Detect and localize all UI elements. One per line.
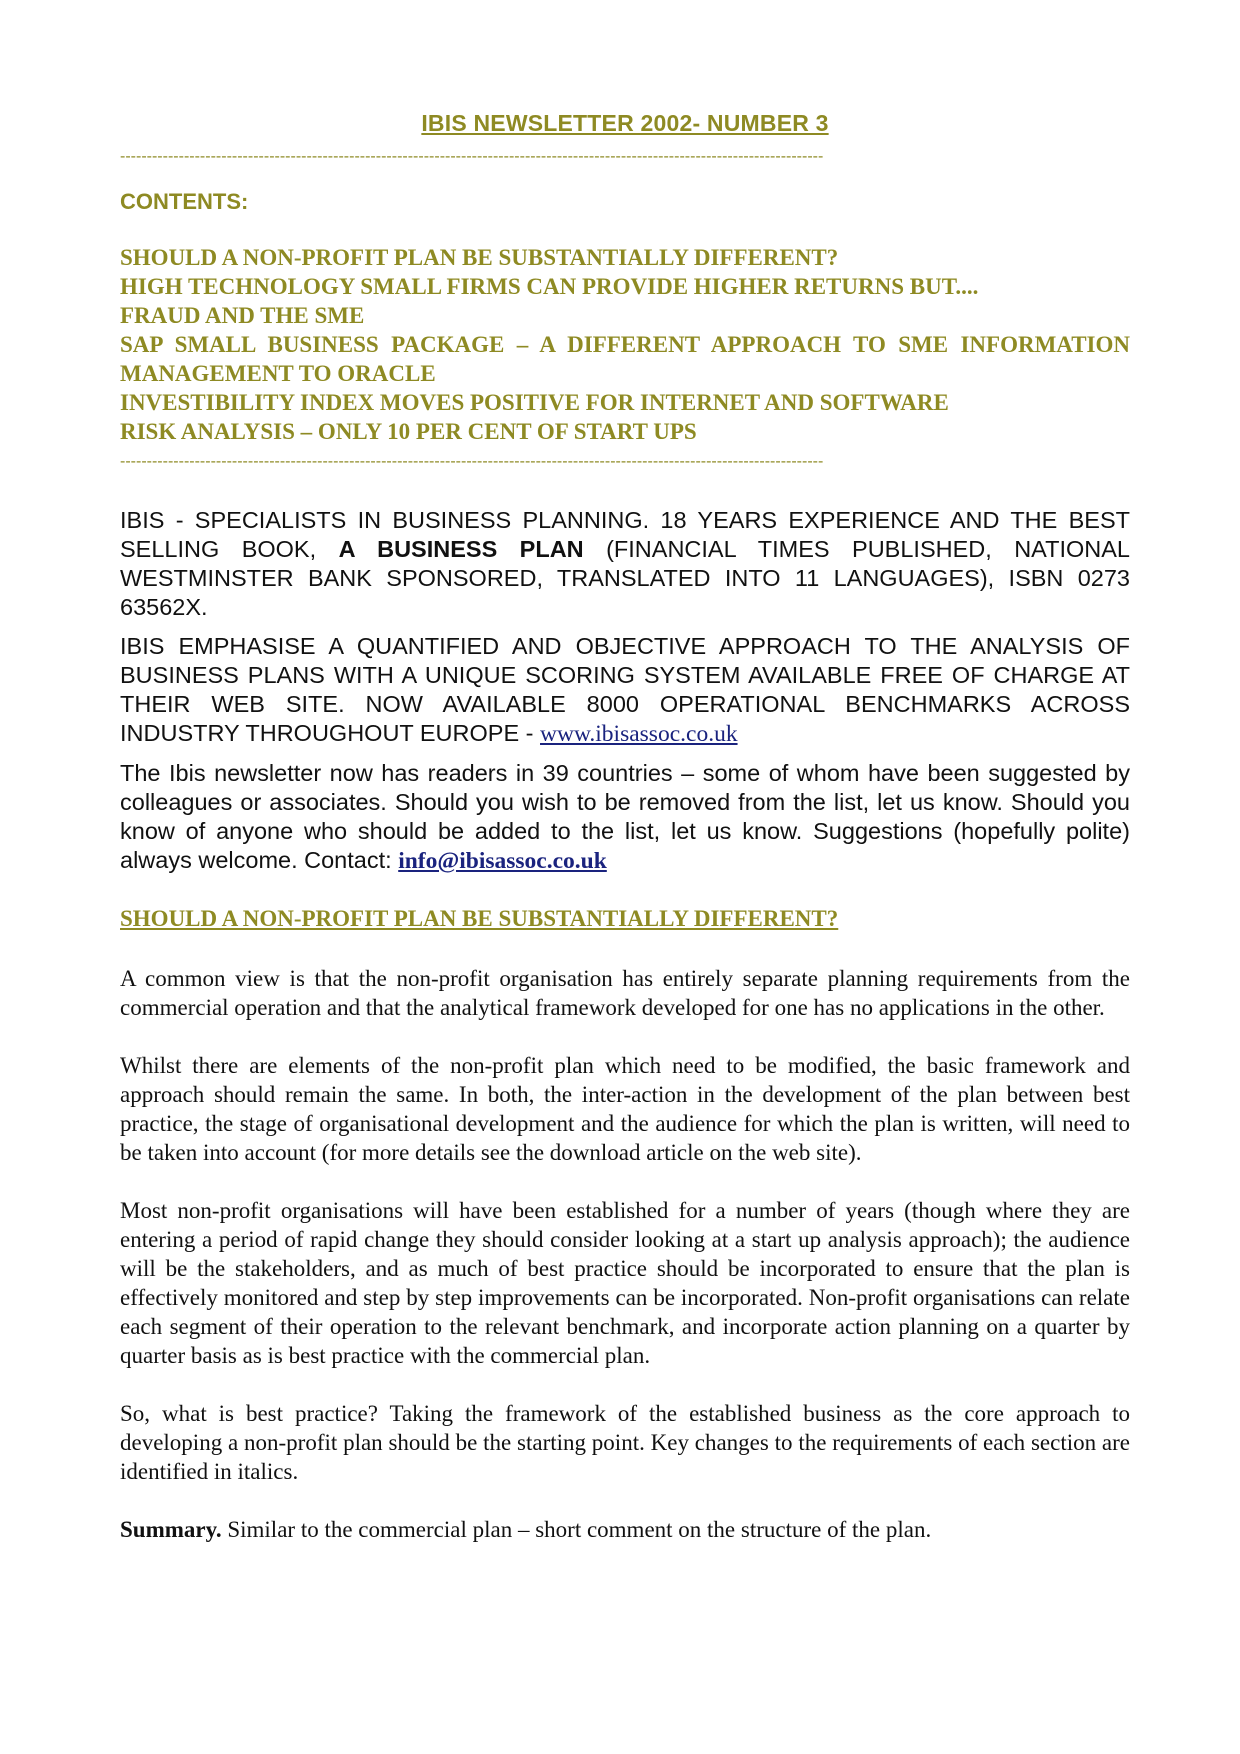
- contents-item: RISK ANALYSIS – ONLY 10 PER CENT OF START UPS: [120, 419, 697, 444]
- contents-item: SHOULD A NON-PROFIT PLAN BE SUBSTANTIALLY DIFFERENT?: [120, 245, 839, 270]
- intro-text: (FINANCIAL TIMES PUBLISHED, NATIONAL WESTMINSTER BANK SPONSORED, TRANSLATED INTO 11 LANGUAGES), ISBN 0273 63562X.: [120, 536, 1130, 620]
- intro-text: IBIS EMPHASISE A QUANTIFIED AND OBJECTIVE APPROACH TO THE ANALYSIS OF BUSINESS PLANS WITH A UNIQUE SCORING SYSTEM AVAILABLE FREE OF CHARGE AT THEIR WEB SITE. NOW AVAILABLE 8000 OPERATIONAL BENCHMARKS ACROSS INDUSTRY THROUGHOUT EUROPE -: [120, 633, 1130, 746]
- summary-text: Similar to the commercial plan – short comment on the structure of the plan.: [221, 1517, 932, 1542]
- divider-bottom: ------------------------------------------------------------------------------------------------------------------------------------: [120, 453, 824, 470]
- newsletter-title: IBIS NEWSLETTER 2002- NUMBER 3: [421, 110, 829, 136]
- summary-paragraph: [120, 1515, 1130, 1544]
- contents-item: FRAUD AND THE SME: [120, 303, 365, 328]
- contents-item: HIGH TECHNOLOGY SMALL FIRMS CAN PROVIDE HIGHER RETURNS BUT....: [120, 274, 979, 299]
- contact-email-link[interactable]: info@ibisassoc.co.uk: [398, 848, 607, 874]
- article-paragraph: Whilst there are elements of the non-profit plan which need to be modified, the basic framework and approach should remain the same. In both, the inter-action in the development of the plan between best practice, the stage of organisational development and the audience for which the plan is written, will need to be taken into account (for more details see the download article on the web site).: [120, 1053, 1130, 1165]
- article-paragraph: A common view is that the non-profit organisation has entirely separate planning requirements from the commercial operation and that the analytical framework developed for one has no applications in the other.: [120, 966, 1130, 1020]
- article-paragraph: Most non-profit organisations will have been established for a number of years (though where they are entering a period of rapid change they should consider looking at a start up analysis approach); the audience will be the stakeholders, and as much of best practice should be incorporated to ensure that the plan is effectively monitored and step by step improvements can be incorporated. Non-profit organisations can relate each segment of their operation to the relevant benchmark, and incorporate action planning on a quarter by quarter basis as is best practice with the commercial plan.: [120, 1198, 1130, 1368]
- intro-paragraph-readers: [120, 759, 1130, 876]
- contents-heading: CONTENTS:: [120, 189, 249, 214]
- divider-top: ------------------------------------------------------------------------------------------------------------------------------------: [120, 148, 824, 165]
- summary-lead: Summary.: [120, 1517, 222, 1542]
- newsletter-page: [120, 110, 1130, 1573]
- article-paragraph: So, what is best practice? Taking the framework of the established business as the core approach to developing a non-profit plan should be the starting point. Key changes to the requirements of each section are identified in italics.: [120, 1401, 1130, 1484]
- contents-item: SAP SMALL BUSINESS PACKAGE – A DIFFERENT APPROACH TO SME INFORMATION MANAGEMENT TO ORACLE: [120, 332, 1130, 386]
- article-heading: SHOULD A NON-PROFIT PLAN BE SUBSTANTIALLY DIFFERENT?: [120, 906, 839, 931]
- book-title: A BUSINESS PLAN: [338, 536, 584, 562]
- website-link[interactable]: www.ibisassoc.co.uk: [540, 721, 738, 747]
- contents-item: INVESTIBILITY INDEX MOVES POSITIVE FOR INTERNET AND SOFTWARE: [120, 390, 949, 415]
- intro-paragraph-approach: [120, 632, 1130, 749]
- contents-list: [120, 243, 1130, 446]
- intro-text: The Ibis newsletter now has readers in 39 countries – some of whom have been suggested by colleagues or associates. Should you wish to be removed from the list, let us know. Should you know of anyone who should be added to the list, let us know. Suggestions (hopefully polite) always welcome. Contact:: [120, 760, 1130, 873]
- intro-paragraph-about: [120, 506, 1130, 622]
- intro-text: IBIS - SPECIALISTS IN BUSINESS PLANNING. 18 YEARS EXPERIENCE AND THE BEST SELLING BOOK,: [120, 507, 1130, 562]
